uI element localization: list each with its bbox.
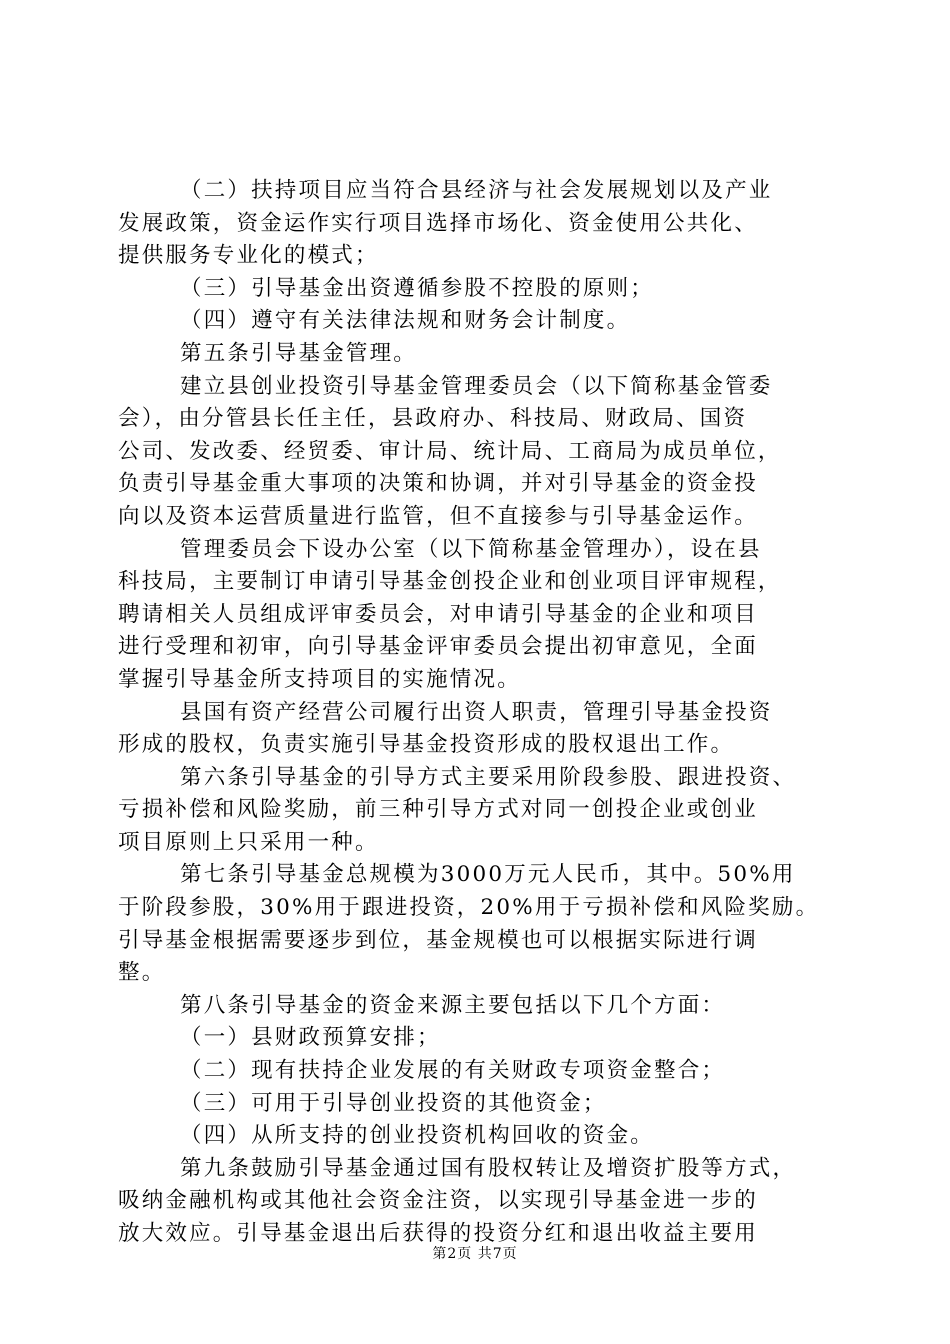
paragraph-line: 发展政策，资金运作实行项目选择市场化、资金使用公共化、 (118, 210, 758, 236)
paragraph-line: （三）引导基金出资遵循参股不控股的原则； (180, 275, 655, 301)
paragraph-line: 亏损补偿和风险奖励，前三种引导方式对同一创投企业或创业 (118, 797, 758, 823)
paragraph-line: 公司、发改委、经贸委、审计局、统计局、工商局为成员单位， (118, 438, 782, 464)
paragraph-line: 向以及资本运营质量进行监管，但不直接参与引导基金运作。 (118, 503, 758, 529)
page-number-footer: 第2页 共7页 (432, 1246, 518, 1262)
paragraph-line: 管理委员会下设办公室（以下简称基金管理办），设在县 (180, 536, 762, 562)
paragraph-line: 县国有资产经营公司履行出资人职责，管理引导基金投资 (180, 699, 773, 725)
paragraph-line: 建立县创业投资引导基金管理委员会（以下简称基金管委 (180, 373, 773, 399)
paragraph-line: 于阶段参股，30%用于跟进投资，20%用于亏损补偿和风险奖励。 (118, 895, 820, 921)
article-line: 第八条引导基金的资金来源主要包括以下几个方面： (180, 992, 726, 1018)
paragraph-line: 聘请相关人员组成评审委员会，对申请引导基金的企业和项目 (118, 601, 758, 627)
list-item: （三）可用于引导创业投资的其他资金； (180, 1090, 607, 1116)
paragraph-line: 负责引导基金重大事项的决策和协调，并对引导基金的资金投 (118, 471, 758, 497)
article-line: 第九条鼓励引导基金通过国有股权转让及增资扩股等方式， (180, 1155, 797, 1181)
paragraph-line: 掌握引导基金所支持项目的实施情况。 (118, 666, 521, 692)
paragraph-line: 整。 (118, 960, 166, 986)
list-item: （二）现有扶持企业发展的有关财政专项资金整合； (180, 1058, 726, 1084)
article-heading: 第五条引导基金管理。 (180, 340, 418, 366)
paragraph-line: 吸纳金融机构或其他社会资金注资，以实现引导基金进一步的 (118, 1188, 758, 1214)
list-item: （四）从所支持的创业投资机构回收的资金。 (180, 1123, 655, 1149)
paragraph-line: 项目原则上只采用一种。 (118, 829, 379, 855)
article-line: 第七条引导基金总规模为3000万元人民币，其中。50%用 (180, 862, 796, 888)
list-item: （一）县财政预算安排； (180, 1025, 441, 1051)
paragraph-line: 进行受理和初审，向引导基金评审委员会提出初审意见，全面 (118, 634, 758, 660)
paragraph-line: （四）遵守有关法律法规和财务会计制度。 (180, 308, 631, 334)
paragraph-line: 引导基金根据需要逐步到位，基金规模也可以根据实际进行调 (118, 927, 758, 953)
paragraph-line: （二）扶持项目应当符合县经济与社会发展规划以及产业 (180, 178, 773, 203)
paragraph-line: 形成的股权，负责实施引导基金投资形成的股权退出工作。 (118, 732, 735, 758)
paragraph-line: 会），由分管县长任主任，县政府办、科技局、财政局、国资 (118, 406, 748, 432)
paragraph-line: 提供服务专业化的模式； (118, 243, 379, 269)
document-body (118, 175, 836, 1251)
paragraph-line: 科技局，主要制订申请引导基金创投企业和创业项目评审规程， (118, 569, 782, 595)
article-line: 第六条引导基金的引导方式主要采用阶段参股、跟进投资、 (180, 764, 797, 790)
paragraph-line: 放大效应。引导基金退出后获得的投资分红和退出收益主要用 (118, 1221, 758, 1246)
